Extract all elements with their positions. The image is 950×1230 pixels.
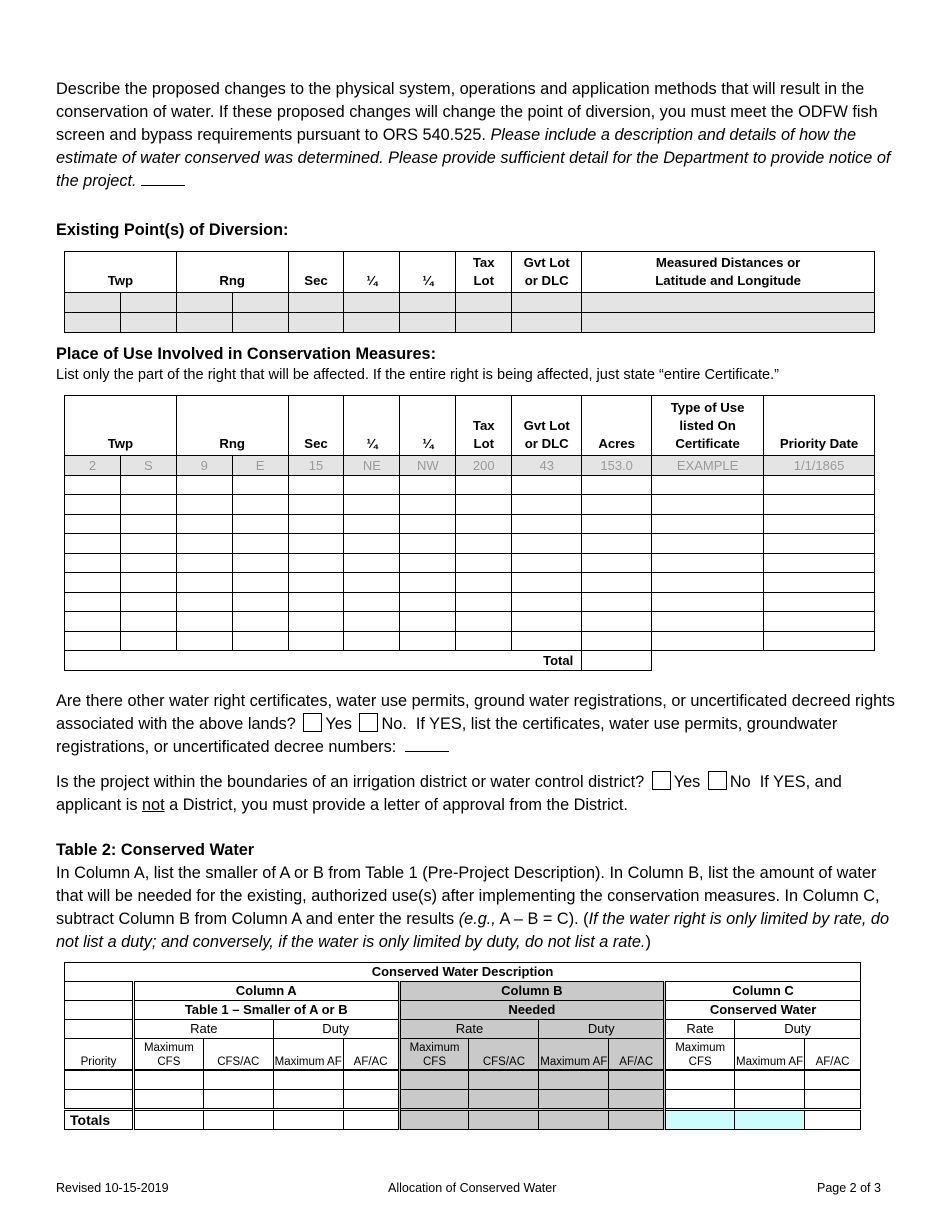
q2-followup-text-2: a District, you must provide a letter of approval from the District. (169, 796, 628, 814)
question-other-rights (56, 690, 896, 759)
pod-header-gvt-lot: Gvt Lot or DLC (512, 252, 582, 293)
pou-cell[interactable] (400, 514, 456, 534)
cw-cell[interactable] (665, 1070, 735, 1090)
pou-cell[interactable] (456, 612, 512, 632)
pou-cell[interactable] (232, 514, 288, 534)
cw-c-max-cfs: Maximum CFS (665, 1039, 735, 1071)
pou-cell[interactable] (232, 631, 288, 651)
pou-heading: Place of Use Involved in Conservation Measures: (56, 345, 437, 363)
pod-cell[interactable] (456, 313, 512, 333)
pou-cell[interactable] (456, 553, 512, 573)
pou-cell[interactable] (582, 573, 652, 593)
pou-cell[interactable] (176, 534, 232, 554)
pou-cell[interactable] (400, 631, 456, 651)
pou-total-label: Total (65, 651, 582, 671)
cw-subcolumn-row (65, 1001, 861, 1020)
pou-cell[interactable] (176, 612, 232, 632)
cw-cell[interactable] (399, 1070, 469, 1090)
pou-cell[interactable] (176, 573, 232, 593)
pou-cell[interactable] (512, 573, 582, 593)
cw-b-af-ac: AF/AC (609, 1039, 665, 1071)
pou-cell[interactable] (344, 612, 400, 632)
pou-cell[interactable] (176, 475, 232, 495)
pou-body (65, 475, 875, 651)
pou-cell[interactable] (176, 495, 232, 515)
pou-cell[interactable] (764, 534, 875, 554)
pou-cell[interactable] (764, 573, 875, 593)
pod-cell[interactable] (582, 293, 875, 313)
pou-cell[interactable] (65, 573, 121, 593)
table2-description (56, 862, 901, 954)
cw-total-cell[interactable] (469, 1110, 539, 1130)
pou-cell[interactable] (456, 475, 512, 495)
cw-cell[interactable] (469, 1090, 539, 1110)
pod-header-sec: Sec (288, 252, 344, 293)
cw-cell[interactable] (469, 1070, 539, 1090)
q2-no-label: No (729, 773, 751, 791)
q1-text: Are there other water right certificates, water use permits, ground water registrations, or uncertificated decreed rights associated with the above lands? (56, 692, 895, 733)
pod-cell[interactable] (512, 293, 582, 313)
pou-cell[interactable] (232, 553, 288, 573)
pou-header-row (65, 396, 875, 456)
cw-column-a: Column A (133, 982, 399, 1001)
cw-totals-label: Totals (65, 1110, 134, 1130)
pou-example-cell: E (232, 456, 288, 476)
pou-cell[interactable] (176, 553, 232, 573)
pod-cell[interactable] (288, 293, 344, 313)
pou-header-twp: Twp (65, 396, 177, 456)
pou-cell[interactable] (232, 573, 288, 593)
pod-cell[interactable] (232, 313, 288, 333)
pou-row (65, 514, 875, 534)
cw-cell[interactable] (133, 1070, 203, 1090)
cw-cell[interactable] (539, 1070, 609, 1090)
pou-total-acres[interactable] (582, 651, 652, 671)
q1-no-label: No. (381, 715, 407, 733)
pou-row (65, 612, 875, 632)
cw-a-cfs-ac: CFS/AC (203, 1039, 273, 1071)
cw-total-cell[interactable] (343, 1110, 399, 1130)
pou-total-row (65, 651, 875, 671)
pou-header-rng: Rng (176, 396, 288, 456)
pou-row (65, 573, 875, 593)
cw-cell[interactable] (273, 1090, 343, 1110)
pou-cell[interactable] (512, 514, 582, 534)
cw-cell[interactable] (539, 1090, 609, 1110)
pod-header-twp: Twp (65, 252, 177, 293)
pou-cell[interactable] (176, 631, 232, 651)
pou-cell[interactable] (582, 514, 652, 534)
pou-cell[interactable] (232, 475, 288, 495)
pou-cell[interactable] (344, 553, 400, 573)
table2-desc-eg: (e.g., (458, 910, 496, 928)
pod-cell[interactable] (400, 293, 456, 313)
pou-cell[interactable] (65, 534, 121, 554)
cw-title-row (65, 963, 861, 982)
pou-header-type-of-use: Type of Use listed On Certificate (652, 396, 764, 456)
cw-cell[interactable] (343, 1090, 399, 1110)
pod-cell[interactable] (65, 293, 121, 313)
pou-cell[interactable] (456, 573, 512, 593)
pou-example-cell: 15 (288, 456, 344, 476)
pou-cell[interactable] (400, 573, 456, 593)
pou-example-cell: 1/1/1865 (764, 456, 875, 476)
pou-cell[interactable] (582, 534, 652, 554)
q1-yes-label: Yes (325, 715, 352, 733)
pou-cell[interactable] (288, 534, 344, 554)
pou-cell[interactable] (652, 631, 764, 651)
pou-cell[interactable] (120, 514, 176, 534)
pod-header-tax-lot: Tax Lot (456, 252, 512, 293)
pou-example-cell: 9 (176, 456, 232, 476)
q2-followup-text: If YES, and applicant is (56, 773, 842, 814)
pou-cell[interactable] (120, 534, 176, 554)
pou-cell[interactable] (65, 475, 121, 495)
pou-row (65, 553, 875, 573)
cw-b-duty: Duty (539, 1020, 665, 1039)
conserved-water-table (64, 962, 861, 1130)
cw-data-row (65, 1090, 861, 1110)
pou-example-cell: 43 (512, 456, 582, 476)
pou-cell[interactable] (764, 553, 875, 573)
q1-followup-text: If YES, list the certificates, water use permits, groundwater registrations, or uncertificated decree numbers: (56, 715, 838, 756)
pou-example-cell: S (120, 456, 176, 476)
cw-column-a-sub: Table 1 – Smaller of A or B (133, 1001, 399, 1020)
cw-cell[interactable] (735, 1090, 805, 1110)
pod-cell[interactable] (176, 313, 232, 333)
cw-total-calculated-cell[interactable] (735, 1110, 805, 1130)
q2-text: Is the project within the boundaries of an irrigation district or water control district? (56, 773, 645, 791)
pou-cell[interactable] (456, 514, 512, 534)
pou-cell[interactable] (582, 553, 652, 573)
pou-cell[interactable] (652, 475, 764, 495)
footer-right: Page 2 of 3 (817, 1181, 881, 1195)
cw-cell[interactable] (273, 1070, 343, 1090)
pou-cell[interactable] (120, 475, 176, 495)
pou-cell[interactable] (512, 592, 582, 612)
pou-cell[interactable] (652, 573, 764, 593)
pou-cell[interactable] (512, 553, 582, 573)
pou-cell[interactable] (764, 495, 875, 515)
cw-b-max-cfs: Maximum CFS (399, 1039, 469, 1071)
pou-cell[interactable] (65, 514, 121, 534)
pod-cell[interactable] (400, 313, 456, 333)
pou-cell[interactable] (232, 592, 288, 612)
pou-cell[interactable] (764, 612, 875, 632)
cw-cell[interactable] (609, 1090, 665, 1110)
pou-cell[interactable] (65, 631, 121, 651)
pou-cell[interactable] (400, 475, 456, 495)
q1-yes-checkbox[interactable] (303, 713, 322, 732)
cw-rate-duty-row (65, 1020, 861, 1039)
q2-yes-checkbox[interactable] (652, 771, 671, 790)
table2-heading: Table 2: Conserved Water (56, 841, 255, 859)
pou-cell[interactable] (288, 553, 344, 573)
cw-c-af-ac: AF/AC (805, 1039, 861, 1071)
pou-cell[interactable] (582, 475, 652, 495)
pod-cell[interactable] (582, 313, 875, 333)
pou-cell[interactable] (344, 573, 400, 593)
pou-cell[interactable] (652, 495, 764, 515)
pod-cell[interactable] (176, 293, 232, 313)
pod-header-distances: Measured Distances or Latitude and Longitude (582, 252, 875, 293)
pou-header-acres: Acres (582, 396, 652, 456)
pou-cell[interactable] (582, 631, 652, 651)
pou-header-tax-lot: Tax Lot (456, 396, 512, 456)
pod-header-quarter-1: ¼ (344, 252, 400, 293)
cw-a-rate: Rate (133, 1020, 273, 1039)
cw-cell[interactable] (65, 1090, 134, 1110)
pou-cell[interactable] (120, 495, 176, 515)
pou-cell[interactable] (764, 631, 875, 651)
pou-example-row (65, 456, 875, 476)
question-district (56, 771, 896, 817)
cw-b-max-af: Maximum AF (539, 1039, 609, 1071)
pod-cell[interactable] (288, 313, 344, 333)
q2-no-checkbox[interactable] (708, 771, 727, 790)
pod-heading: Existing Point(s) of Diversion: (56, 221, 289, 239)
table2-desc-formula: A – B = C). ( (499, 910, 589, 928)
pou-cell[interactable] (288, 573, 344, 593)
table2-desc-end: ) (645, 933, 651, 951)
pou-row (65, 475, 875, 495)
cw-title: Conserved Water Description (65, 963, 861, 982)
cw-total-calculated-cell[interactable] (665, 1110, 735, 1130)
cw-total-cell[interactable] (609, 1110, 665, 1130)
cw-column-c: Column C (665, 982, 861, 1001)
pou-subheading: List only the part of the right that will be affected. If the entire right is being affected, just state “entire Certificate.” (56, 367, 780, 383)
pou-cell[interactable] (400, 495, 456, 515)
pod-cell[interactable] (344, 293, 400, 313)
pou-cell[interactable] (232, 534, 288, 554)
pou-cell[interactable] (232, 495, 288, 515)
pou-cell[interactable] (288, 475, 344, 495)
cw-total-cell[interactable] (539, 1110, 609, 1130)
pou-example-cell: 200 (456, 456, 512, 476)
cw-total-cell[interactable] (805, 1110, 861, 1130)
pou-cell[interactable] (652, 514, 764, 534)
pou-cell[interactable] (344, 495, 400, 515)
intro-italic-text: Please include a description and details of how the estimate of water conserved was determined. Please provide sufficient detail for the Department to provide notice of the project. (56, 126, 891, 190)
pou-cell[interactable] (512, 534, 582, 554)
pou-cell[interactable] (400, 534, 456, 554)
cw-cell[interactable] (805, 1090, 861, 1110)
cw-c-max-af: Maximum AF (735, 1039, 805, 1071)
pou-cell[interactable] (582, 495, 652, 515)
pou-cell[interactable] (652, 612, 764, 632)
intro-paragraph (56, 78, 896, 193)
pod-cell[interactable] (120, 313, 176, 333)
cw-a-max-af: Maximum AF (273, 1039, 343, 1071)
pou-cell[interactable] (176, 592, 232, 612)
footer-center: Allocation of Conserved Water (388, 1181, 557, 1195)
pod-cell[interactable] (512, 313, 582, 333)
cw-cell[interactable] (203, 1070, 273, 1090)
pou-header-priority-date: Priority Date (764, 396, 875, 456)
cw-data-row (65, 1070, 861, 1090)
intro-plain-text: Describe the proposed changes to the physical system, operations and application methods that will result in the conservation of water. If these proposed changes will change the point of diversion, you must meet the ODFW fish screen and bypass requirements pursuant to ORS 540.525. (56, 80, 878, 144)
pou-cell[interactable] (65, 592, 121, 612)
pou-cell[interactable] (652, 553, 764, 573)
pod-row (65, 293, 875, 313)
pou-cell[interactable] (582, 612, 652, 632)
footer-left: Revised 10-15-2019 (56, 1181, 169, 1195)
pod-cell[interactable] (232, 293, 288, 313)
cw-b-rate: Rate (399, 1020, 539, 1039)
pou-cell[interactable] (288, 592, 344, 612)
pou-cell[interactable] (512, 475, 582, 495)
pou-header-gvt-lot: Gvt Lot or DLC (512, 396, 582, 456)
pou-table (64, 395, 875, 671)
pod-cell[interactable] (456, 293, 512, 313)
cw-a-duty: Duty (273, 1020, 399, 1039)
cw-column-row (65, 982, 861, 1001)
cw-c-duty: Duty (735, 1020, 861, 1039)
pou-row (65, 631, 875, 651)
pod-cell[interactable] (65, 313, 121, 333)
pou-cell[interactable] (120, 592, 176, 612)
pou-header-quarter-1: ¼ (344, 396, 400, 456)
pou-cell[interactable] (120, 553, 176, 573)
q2-not-text: not (142, 796, 165, 814)
pou-cell[interactable] (65, 612, 121, 632)
pou-cell[interactable] (344, 534, 400, 554)
cw-totals-row (65, 1110, 861, 1130)
pou-example-cell: 2 (65, 456, 121, 476)
pou-example-cell: 153.0 (582, 456, 652, 476)
pou-cell[interactable] (456, 631, 512, 651)
pod-row (65, 313, 875, 333)
cw-cell[interactable] (133, 1090, 203, 1110)
pou-cell[interactable] (764, 514, 875, 534)
pou-cell[interactable] (344, 514, 400, 534)
q1-answer-field[interactable] (405, 737, 449, 752)
pou-example-cell: NE (344, 456, 400, 476)
cw-priority-header: Priority (65, 1039, 134, 1071)
pod-cell[interactable] (120, 293, 176, 313)
pou-cell[interactable] (512, 495, 582, 515)
pou-cell[interactable] (288, 514, 344, 534)
pou-example-cell: EXAMPLE (652, 456, 764, 476)
cw-cell[interactable] (343, 1070, 399, 1090)
pou-cell[interactable] (344, 592, 400, 612)
pod-cell[interactable] (344, 313, 400, 333)
pou-header-quarter-2: ¼ (400, 396, 456, 456)
cw-cell[interactable] (735, 1070, 805, 1090)
cw-total-cell[interactable] (203, 1110, 273, 1130)
pou-example-cell: NW (400, 456, 456, 476)
pou-cell[interactable] (176, 514, 232, 534)
pou-cell[interactable] (120, 573, 176, 593)
intro-answer-field[interactable] (141, 171, 185, 186)
pou-cell[interactable] (288, 495, 344, 515)
cw-units-row (65, 1039, 861, 1071)
pou-cell[interactable] (764, 592, 875, 612)
cw-b-cfs-ac: CFS/AC (469, 1039, 539, 1071)
pou-cell[interactable] (652, 592, 764, 612)
pod-header-rng: Rng (176, 252, 288, 293)
pou-cell[interactable] (288, 631, 344, 651)
q2-yes-label: Yes (673, 773, 701, 791)
cw-c-rate: Rate (665, 1020, 735, 1039)
table2-desc-italic: If the water right is only limited by rate, do not list a duty; and conversely, if the water is only limited by duty, do not list a rate. (56, 910, 890, 951)
pou-cell[interactable] (456, 495, 512, 515)
cw-a-af-ac: AF/AC (343, 1039, 399, 1071)
cw-cell[interactable] (399, 1090, 469, 1110)
pou-cell[interactable] (512, 631, 582, 651)
cw-total-cell[interactable] (133, 1110, 203, 1130)
pou-cell[interactable] (288, 612, 344, 632)
table2-desc-text: In Column A, list the smaller of A or B from Table 1 (Pre-Project Description). In Column B, list the amount of water that will be needed for the existing, authorized use(s) after implementing the conservation measures. In Column C, subtract Column B from Column A and enter the results (56, 864, 880, 928)
pou-cell[interactable] (120, 612, 176, 632)
cw-column-b-sub: Needed (399, 1001, 665, 1020)
cw-column-b: Column B (399, 982, 665, 1001)
pou-row (65, 495, 875, 515)
pou-cell[interactable] (400, 553, 456, 573)
cw-cell[interactable] (805, 1070, 861, 1090)
cw-total-cell[interactable] (399, 1110, 469, 1130)
pou-cell[interactable] (120, 631, 176, 651)
pou-cell[interactable] (400, 592, 456, 612)
pod-header-quarter-2: ¼ (400, 252, 456, 293)
pou-cell[interactable] (65, 553, 121, 573)
pou-header-sec: Sec (288, 396, 344, 456)
pod-header-row (65, 252, 875, 293)
pou-cell[interactable] (400, 612, 456, 632)
pou-cell[interactable] (456, 592, 512, 612)
pou-cell[interactable] (582, 592, 652, 612)
q1-no-checkbox[interactable] (359, 713, 378, 732)
pou-cell[interactable] (456, 534, 512, 554)
pou-cell[interactable] (65, 495, 121, 515)
cw-cell[interactable] (665, 1090, 735, 1110)
pou-cell[interactable] (512, 612, 582, 632)
cw-cell[interactable] (203, 1090, 273, 1110)
pou-cell[interactable] (764, 475, 875, 495)
pou-cell[interactable] (344, 475, 400, 495)
cw-cell[interactable] (609, 1070, 665, 1090)
pou-cell[interactable] (232, 612, 288, 632)
cw-column-c-sub: Conserved Water (665, 1001, 861, 1020)
cw-cell[interactable] (65, 1070, 134, 1090)
pou-cell[interactable] (652, 534, 764, 554)
cw-total-cell[interactable] (273, 1110, 343, 1130)
cw-a-max-cfs: Maximum CFS (133, 1039, 203, 1071)
pou-cell[interactable] (344, 631, 400, 651)
pou-row (65, 592, 875, 612)
pod-table (64, 251, 875, 333)
pou-row (65, 534, 875, 554)
